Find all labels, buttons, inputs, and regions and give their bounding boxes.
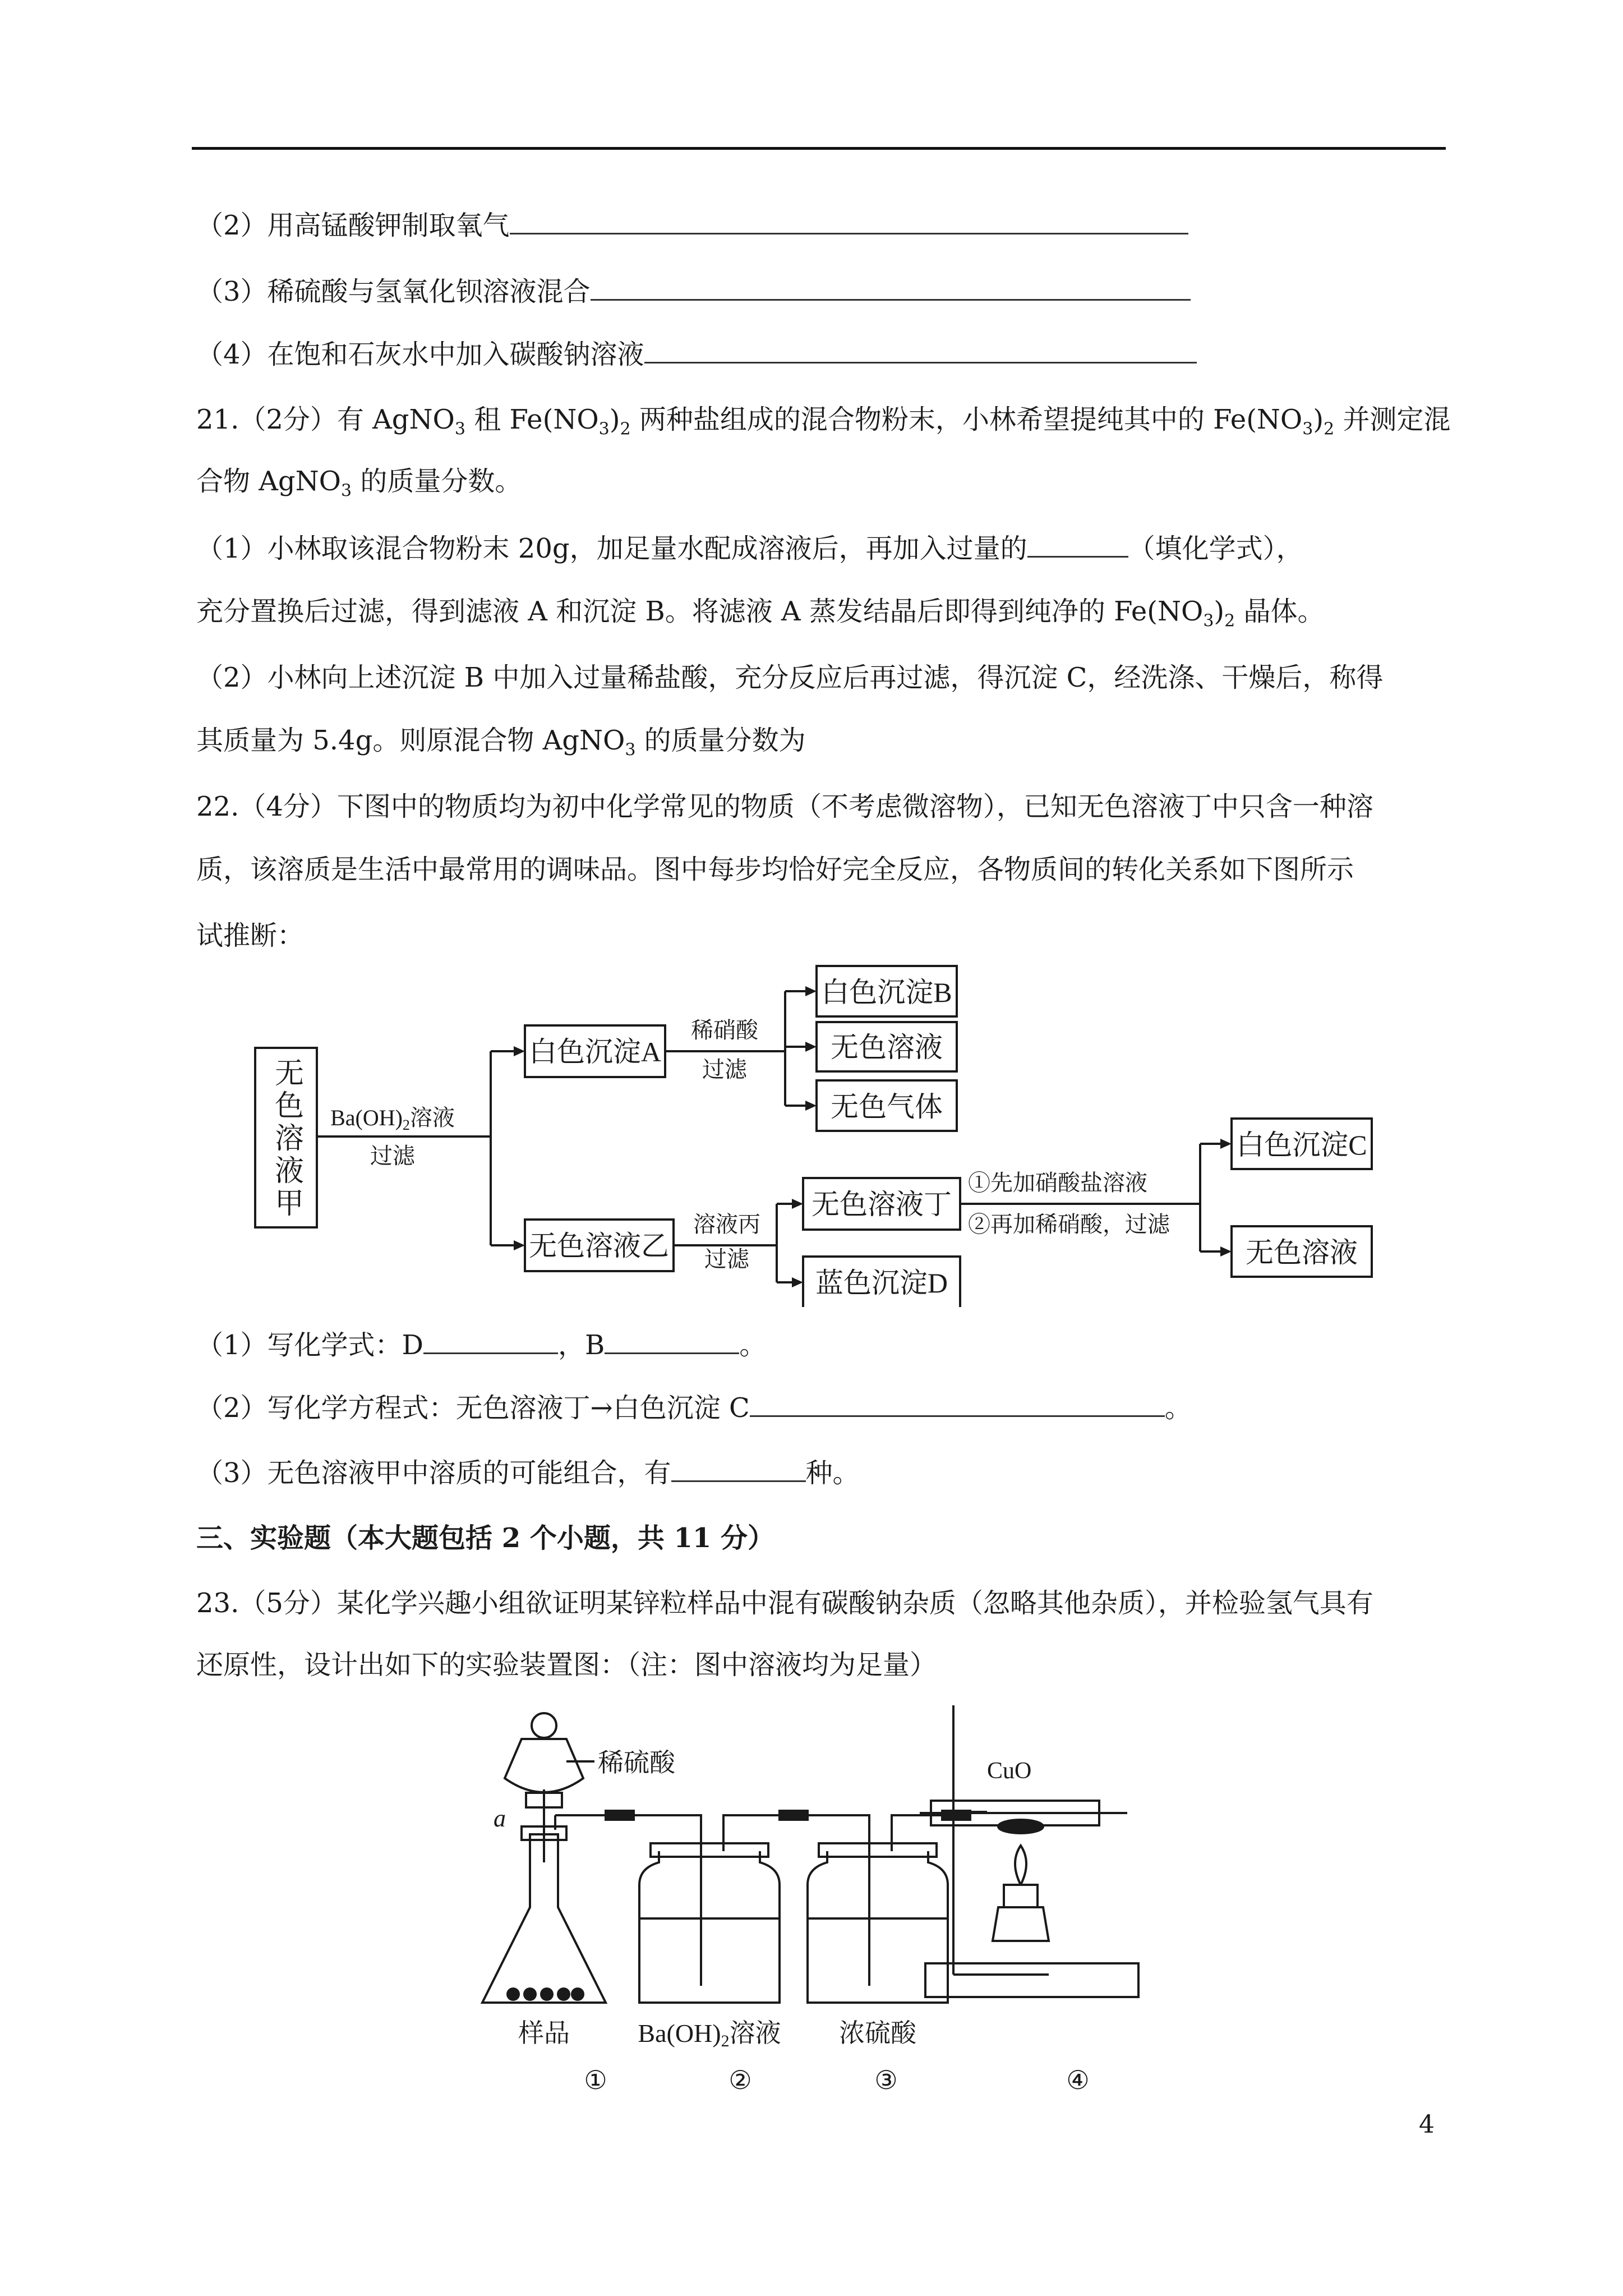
label-d: 蓝色沉淀D: [815, 1267, 948, 1299]
funnel-stopper: [532, 1713, 556, 1738]
label-n1: ①: [584, 2066, 607, 2095]
label-a: 白色沉淀A: [528, 1036, 662, 1068]
q23-line-1: 23.（5分）某化学兴趣小组欲证明某锌粒样品中混有碳酸钠杂质（忽略其他杂质），并检验氢气具有: [196, 1588, 1373, 1619]
q21-line-6: 其质量为 5.4g。则原混合物 AgNO$_3$ 的质量分数为: [196, 725, 806, 760]
answer-blank[interactable]: [750, 1393, 1165, 1417]
q21-line-3: （1）小林取该混合物粉末 20g，加足量水配成溶液后，再加入过量的 （填化学式），: [196, 533, 1303, 564]
section-3-heading: 三、实验题（本大题包括 2 个小题，共 11 分）: [196, 1522, 775, 1554]
q22-part-3: （3）无色溶液甲中溶质的可能组合，有 种。: [196, 1457, 860, 1489]
label-qiti: 无色气体: [831, 1091, 943, 1122]
bottle-2: [639, 1851, 780, 2003]
q22-line-1: 22.（4分）下图中的物质均为初中化学常见的物质（不考虑微溶物），已知无色溶液丁中只含一种溶: [196, 791, 1373, 822]
q20-item-3: （3）稀硫酸与氢氧化钡溶液混合: [196, 274, 1447, 310]
label-valve: a: [494, 1805, 506, 1832]
answer-blank[interactable]: [423, 1330, 558, 1354]
label-wuse1: 无色溶液: [831, 1032, 943, 1063]
label-guolv-2: 过滤: [702, 1057, 747, 1082]
label-h2so4: 浓硫酸: [839, 2019, 916, 2047]
funnel-bulb: [505, 1739, 583, 1792]
q22-line-3: 试推断：: [196, 920, 305, 951]
label-baoh: Ba(OH)2溶液: [638, 2019, 781, 2050]
label-b: 白色沉淀B: [821, 977, 952, 1008]
alcohol-lamp: [993, 1907, 1049, 1941]
answer-blank[interactable]: [605, 1330, 739, 1354]
label-ding: 无色溶液丁: [811, 1189, 952, 1220]
label-jia: 无色溶液甲: [270, 1057, 302, 1220]
label-bing: 溶液丙: [693, 1212, 760, 1237]
label-cuo: CuO: [987, 1758, 1032, 1784]
q23-line-2: 还原性，设计出如下的实验装置图：（注：图中溶液均为足量）: [196, 1649, 937, 1681]
stand-base: [925, 1963, 1138, 1997]
label-n4: ④: [1066, 2066, 1090, 2095]
label-acid: 稀硫酸: [598, 1749, 675, 1777]
cuo-powder: [998, 1820, 1043, 1833]
q21-line-5: （2）小林向上述沉淀 B 中加入过量稀盐酸，充分反应后再过滤，得沉淀 C，经洗涤、干燥后，称得: [196, 662, 1384, 693]
q20-item-2: （2）用高锰酸钾制取氧气: [196, 208, 1447, 243]
label-xixiaosuan: 稀硝酸: [691, 1018, 758, 1043]
label-n2: ②: [728, 2066, 752, 2095]
label-n3: ③: [874, 2066, 898, 2095]
label-c: 白色沉淀C: [1236, 1129, 1367, 1161]
page-number: 4: [1419, 2110, 1435, 2139]
q21-line-1: 21.（2分）有 AgNO$_3$ 租 $Fe(NO_3)_2$ 两种盐组成的混合物粉末，小林希望提纯其中的 $Fe(NO_3)_2$ 并测定混: [196, 404, 1451, 439]
q21-line-4: 充分置换后过滤，得到滤液 A 和沉淀 B。将滤液 A 蒸发结晶后即得到纯净的 $Fe(NO_3)_2$ 晶体。: [196, 596, 1325, 631]
bottle-2-stopper: [651, 1843, 768, 1857]
label-step1: ①先加硝酸盐溶液: [968, 1170, 1147, 1195]
bottle-3-stopper: [819, 1843, 937, 1857]
label-guolv-1: 过滤: [370, 1143, 415, 1168]
label-guolv-3: 过滤: [704, 1246, 749, 1272]
label-baoh: $Ba(OH)_2$溶液: [330, 1105, 455, 1133]
q22-part-2: （2）写化学方程式：无色溶液丁→白色沉淀 C 。: [196, 1392, 1192, 1424]
q21-line-2: 合物 AgNO$_3$ 的质量分数。: [196, 466, 522, 501]
q20-item-4: （4）在饱和石灰水中加入碳酸钠溶液: [196, 337, 1447, 372]
q22-part-1: （1）写化学式：D ，B 。: [196, 1329, 767, 1361]
label-wuse2: 无色溶液: [1246, 1237, 1358, 1268]
label-step2: ②再加稀硝酸，过滤: [968, 1212, 1170, 1237]
answer-blank[interactable]: [671, 1458, 806, 1482]
apparatus-figure: [0, 1683, 1623, 2109]
label-sample: 样品: [518, 2019, 570, 2047]
q22-line-2: 质，该溶质是生活中最常用的调味品。图中每步均恰好完全反应，各物质间的转化关系如下图所示: [196, 854, 1354, 885]
label-yi: 无色溶液乙: [529, 1230, 669, 1262]
bottle-3: [808, 1851, 948, 2003]
